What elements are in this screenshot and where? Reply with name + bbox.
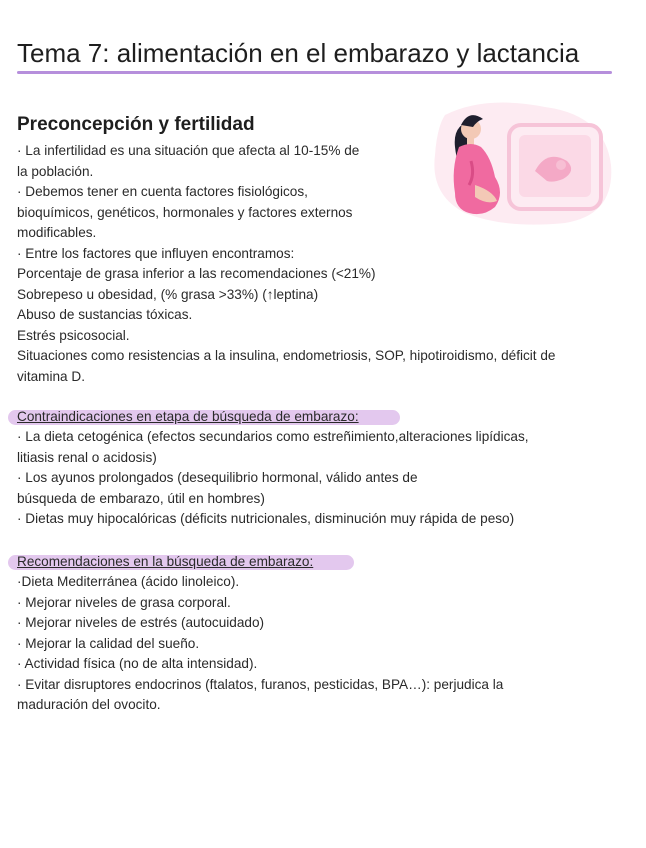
text-line: Sobrepeso u obesidad, (% grasa >33%) (↑leptina) (17, 286, 319, 302)
text-line: · Debemos tener en cuenta factores fisiológicos, (17, 184, 308, 199)
text-line: Situaciones como resistencias a la insulina, endometriosis, SOP, hipotiroidismo, déficit de (17, 348, 556, 363)
text-line: búsqueda de embarazo, útil en hombres) (17, 490, 265, 506)
text-line: · Actividad física (no de alta intensidad). (17, 656, 258, 671)
text-line: bioquímicos, genéticos, hormonales y factores externos (17, 204, 353, 220)
text-line: · La infertilidad es una situación que afecta al 10-15% de (17, 143, 360, 158)
text-line: Abuso de sustancias tóxicas. (17, 307, 193, 322)
text-line: la población. (17, 163, 94, 179)
text-line: · Los ayunos prolongados (desequilibrio hormonal, válido antes de (17, 470, 418, 485)
text-line: · Evitar disruptores endocrinos (ftalatos, furanos, pesticidas, BPA…): perjudica la (17, 676, 504, 692)
section-body-preconcepcion (17, 141, 555, 387)
text-line: · Mejorar niveles de grasa corporal. (17, 594, 231, 610)
section-heading-preconcepcion: Preconcepción y fertilidad (17, 114, 255, 135)
text-line: Estrés psicosocial. (17, 327, 130, 343)
section-body-contraindicaciones (17, 427, 529, 530)
title-underline (17, 71, 612, 74)
section-heading-recomendaciones: Recomendaciones en la búsqueda de embarazo: (17, 554, 314, 569)
text-line: · La dieta cetogénica (efectos secundarios como estreñimiento,alteraciones lipídicas, (17, 429, 529, 444)
text-line: · Mejorar niveles de estrés (autocuidado) (17, 615, 265, 630)
page-title: Tema 7: alimentación en el embarazo y lactancia (17, 38, 580, 68)
text-line: · Mejorar la calidad del sueño. (17, 635, 200, 651)
text-line: modificables. (17, 225, 97, 240)
text-line: vitamina D. (17, 368, 85, 384)
text-line: Porcentaje de grasa inferior a las recomendaciones (<21%) (17, 266, 376, 281)
text-line: maduración del ovocito. (17, 697, 161, 712)
text-line: · Dietas muy hipocalóricas (déficits nutricionales, disminución muy rápida de peso) (17, 511, 515, 526)
text-line: litiasis renal o acidosis) (17, 449, 157, 465)
text-line: · Entre los factores que influyen encontramos: (17, 245, 295, 261)
text-line: ·Dieta Mediterránea (ácido linoleico). (17, 574, 240, 589)
section-heading-contraindicaciones: Contraindicaciones en etapa de búsqueda de embarazo: (17, 409, 359, 424)
section-body-recomendaciones (17, 572, 503, 716)
